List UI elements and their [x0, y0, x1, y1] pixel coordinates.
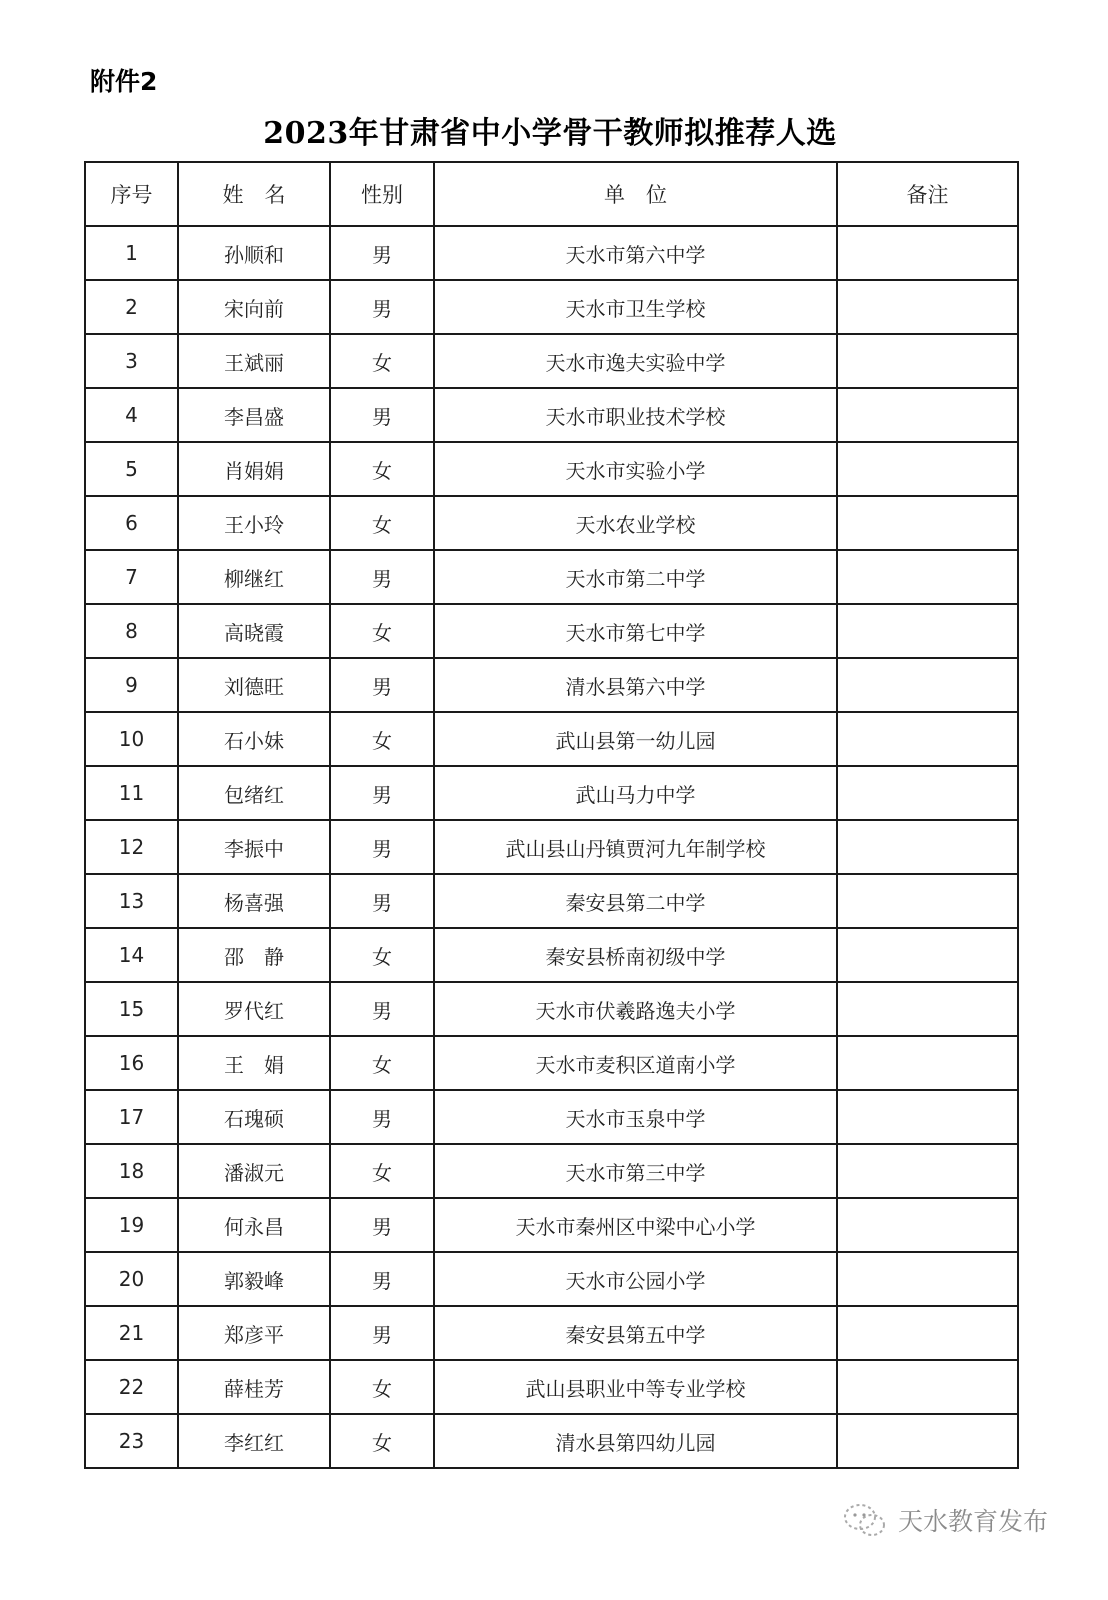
row-name: 宋向前	[178, 280, 330, 334]
table-row	[85, 334, 1018, 388]
table-row	[85, 1198, 1018, 1252]
row-number: 4	[85, 388, 178, 442]
row-name: 王 娟	[178, 1036, 330, 1090]
row-remarks	[837, 1144, 1018, 1198]
row-unit: 天水市逸夫实验中学	[434, 334, 837, 388]
row-remarks	[837, 604, 1018, 658]
row-number: 18	[85, 1144, 178, 1198]
row-number: 8	[85, 604, 178, 658]
header-remarks: 备注	[837, 162, 1018, 226]
row-gender: 男	[330, 1306, 434, 1360]
row-unit: 秦安县桥南初级中学	[434, 928, 837, 982]
row-number: 20	[85, 1252, 178, 1306]
row-name: 王斌丽	[178, 334, 330, 388]
table-row	[85, 496, 1018, 550]
row-gender: 女	[330, 712, 434, 766]
row-number: 5	[85, 442, 178, 496]
table-row	[85, 766, 1018, 820]
row-name: 柳继红	[178, 550, 330, 604]
row-gender: 男	[330, 550, 434, 604]
row-unit: 秦安县第二中学	[434, 874, 837, 928]
row-remarks	[837, 1252, 1018, 1306]
table-row	[85, 1090, 1018, 1144]
row-name: 包绪红	[178, 766, 330, 820]
row-name: 潘淑元	[178, 1144, 330, 1198]
header-gender: 性别	[330, 162, 434, 226]
row-number: 2	[85, 280, 178, 334]
table-body	[85, 226, 1018, 1468]
row-name: 何永昌	[178, 1198, 330, 1252]
row-unit: 武山县山丹镇贾河九年制学校	[434, 820, 837, 874]
row-name: 薛桂芳	[178, 1360, 330, 1414]
table-row	[85, 388, 1018, 442]
row-number: 19	[85, 1198, 178, 1252]
row-name: 王小玲	[178, 496, 330, 550]
row-gender: 女	[330, 496, 434, 550]
row-remarks	[837, 658, 1018, 712]
row-number: 17	[85, 1090, 178, 1144]
row-remarks	[837, 1036, 1018, 1090]
watermark	[840, 1500, 1048, 1540]
row-unit: 天水市玉泉中学	[434, 1090, 837, 1144]
row-name: 郑彦平	[178, 1306, 330, 1360]
row-gender: 男	[330, 874, 434, 928]
row-gender: 男	[330, 658, 434, 712]
row-remarks	[837, 982, 1018, 1036]
row-number: 13	[85, 874, 178, 928]
row-remarks	[837, 712, 1018, 766]
row-gender: 男	[330, 388, 434, 442]
table-row	[85, 1144, 1018, 1198]
row-gender: 女	[330, 1144, 434, 1198]
row-name: 杨喜强	[178, 874, 330, 928]
table-row	[85, 442, 1018, 496]
row-number: 15	[85, 982, 178, 1036]
table-header-row	[85, 162, 1018, 226]
row-name: 郭毅峰	[178, 1252, 330, 1306]
row-gender: 男	[330, 226, 434, 280]
table-row	[85, 1252, 1018, 1306]
table-row	[85, 658, 1018, 712]
document-title: 2023年甘肃省中小学骨干教师拟推荐人选	[263, 116, 837, 151]
row-number: 7	[85, 550, 178, 604]
row-number: 16	[85, 1036, 178, 1090]
attachment-label: 附件2	[90, 67, 158, 96]
row-gender: 男	[330, 1252, 434, 1306]
row-remarks	[837, 442, 1018, 496]
row-name: 李振中	[178, 820, 330, 874]
row-name: 李昌盛	[178, 388, 330, 442]
row-unit: 武山县职业中等专业学校	[434, 1360, 837, 1414]
row-gender: 男	[330, 766, 434, 820]
row-name: 石小妹	[178, 712, 330, 766]
row-remarks	[837, 766, 1018, 820]
row-gender: 男	[330, 1198, 434, 1252]
row-remarks	[837, 280, 1018, 334]
row-gender: 男	[330, 1090, 434, 1144]
row-unit: 天水市第二中学	[434, 550, 837, 604]
header-name: 姓 名	[178, 162, 330, 226]
row-gender: 女	[330, 604, 434, 658]
row-gender: 女	[330, 1036, 434, 1090]
row-unit: 秦安县第五中学	[434, 1306, 837, 1360]
row-remarks	[837, 820, 1018, 874]
table-row	[85, 982, 1018, 1036]
table-row	[85, 226, 1018, 280]
row-gender: 女	[330, 1360, 434, 1414]
row-number: 11	[85, 766, 178, 820]
row-number: 6	[85, 496, 178, 550]
row-unit: 天水市公园小学	[434, 1252, 837, 1306]
row-unit: 清水县第六中学	[434, 658, 837, 712]
row-remarks	[837, 550, 1018, 604]
row-unit: 天水市第三中学	[434, 1144, 837, 1198]
row-remarks	[837, 388, 1018, 442]
row-gender: 女	[330, 928, 434, 982]
row-name: 肖娟娟	[178, 442, 330, 496]
table-row	[85, 820, 1018, 874]
row-name: 邵 静	[178, 928, 330, 982]
header-no: 序号	[85, 162, 178, 226]
row-unit: 天水市伏羲路逸夫小学	[434, 982, 837, 1036]
row-gender: 女	[330, 334, 434, 388]
row-unit: 武山马力中学	[434, 766, 837, 820]
row-remarks	[837, 874, 1018, 928]
row-number: 22	[85, 1360, 178, 1414]
row-name: 刘德旺	[178, 658, 330, 712]
row-remarks	[837, 496, 1018, 550]
row-remarks	[837, 1414, 1018, 1468]
row-unit: 天水市卫生学校	[434, 280, 837, 334]
table-row	[85, 1414, 1018, 1468]
row-remarks	[837, 1198, 1018, 1252]
table-row	[85, 1306, 1018, 1360]
table-row	[85, 604, 1018, 658]
row-name: 李红红	[178, 1414, 330, 1468]
table-row	[85, 280, 1018, 334]
row-unit: 天水市第六中学	[434, 226, 837, 280]
row-number: 14	[85, 928, 178, 982]
row-remarks	[837, 1306, 1018, 1360]
row-number: 21	[85, 1306, 178, 1360]
table-row	[85, 550, 1018, 604]
candidate-table	[84, 161, 1019, 1469]
row-unit: 天水市第七中学	[434, 604, 837, 658]
row-unit: 天水市实验小学	[434, 442, 837, 496]
table-row	[85, 712, 1018, 766]
row-number: 10	[85, 712, 178, 766]
row-remarks	[837, 1090, 1018, 1144]
row-unit: 天水市麦积区道南小学	[434, 1036, 837, 1090]
row-unit: 武山县第一幼儿园	[434, 712, 837, 766]
row-remarks	[837, 226, 1018, 280]
row-name: 孙顺和	[178, 226, 330, 280]
row-remarks	[837, 334, 1018, 388]
row-remarks	[837, 1360, 1018, 1414]
row-number: 9	[85, 658, 178, 712]
header-unit: 单 位	[434, 162, 837, 226]
table-row	[85, 1360, 1018, 1414]
row-number: 1	[85, 226, 178, 280]
row-number: 23	[85, 1414, 178, 1468]
row-unit: 天水农业学校	[434, 496, 837, 550]
row-number: 12	[85, 820, 178, 874]
row-gender: 男	[330, 280, 434, 334]
row-unit: 天水市秦州区中梁中心小学	[434, 1198, 837, 1252]
row-number: 3	[85, 334, 178, 388]
row-gender: 男	[330, 820, 434, 874]
wechat-icon	[840, 1500, 890, 1540]
row-gender: 女	[330, 1414, 434, 1468]
table-row	[85, 874, 1018, 928]
table-row	[85, 928, 1018, 982]
row-unit: 清水县第四幼儿园	[434, 1414, 837, 1468]
row-name: 高晓霞	[178, 604, 330, 658]
row-name: 石瑰硕	[178, 1090, 330, 1144]
row-remarks	[837, 928, 1018, 982]
row-gender: 女	[330, 442, 434, 496]
row-name: 罗代红	[178, 982, 330, 1036]
row-gender: 男	[330, 982, 434, 1036]
row-unit: 天水市职业技术学校	[434, 388, 837, 442]
watermark-text: 天水教育发布	[898, 1507, 1049, 1536]
table-row	[85, 1036, 1018, 1090]
